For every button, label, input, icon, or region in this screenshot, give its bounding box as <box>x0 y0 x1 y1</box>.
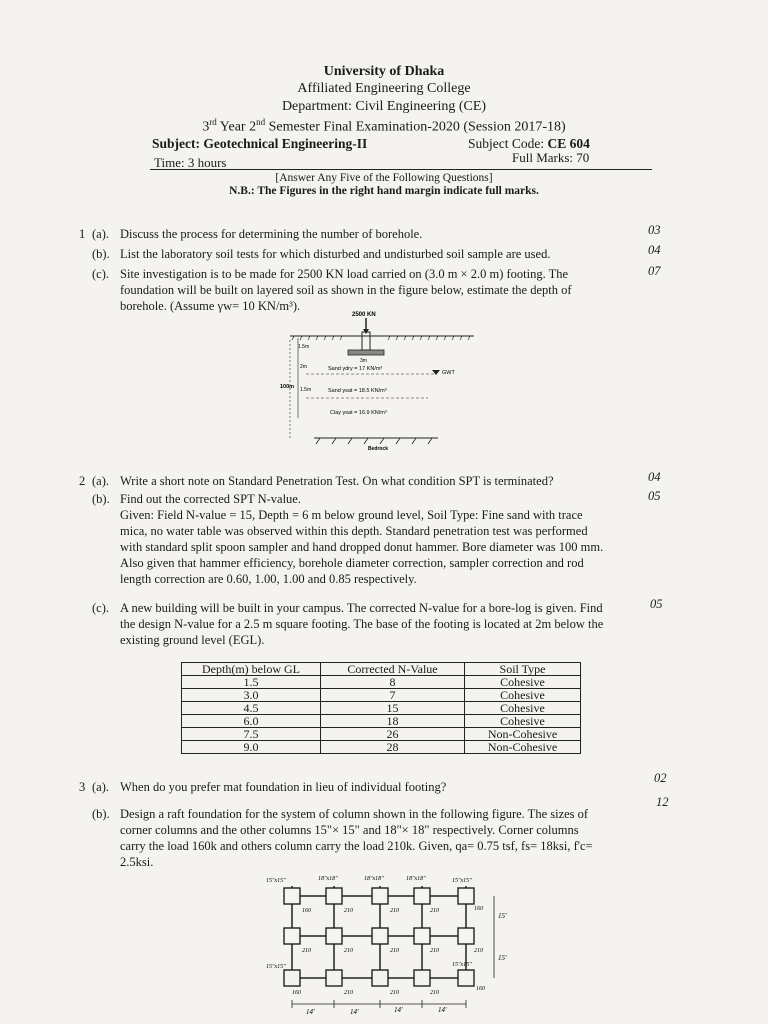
svg-text:210: 210 <box>390 908 399 914</box>
columns <box>284 888 474 986</box>
svg-text:210: 210 <box>390 990 399 996</box>
footing <box>348 350 384 355</box>
svg-text:Bedrock: Bedrock <box>368 446 389 452</box>
q2c-marks: 05 <box>650 597 663 611</box>
svg-text:15"x15": 15"x15" <box>266 964 286 970</box>
layer-sand-dry: Sand γdry = 17 KN/m³ <box>328 366 383 372</box>
svg-text:3m: 3m <box>360 358 367 364</box>
svg-text:210: 210 <box>344 948 353 954</box>
col-n-value: Corrected N-Value <box>321 663 465 676</box>
department: Department: Civil Engineering (CE) <box>281 99 487 114</box>
q2c-text: A new building will be built in your campus. The corrected N-value for a bore-log is given. Find the design N-value for a 2.5 m square footing. The base of the footing is located at 2m below the existing ground level (EGL). <box>120 601 604 647</box>
svg-text:18"x18": 18"x18" <box>318 876 338 882</box>
table-header-row <box>182 663 581 676</box>
exam-title: 3rd Year 2nd Semester Final Examination-2020 (Session 2017-18) <box>202 117 566 135</box>
subject: Subject: Geotechnical Engineering-II <box>152 136 368 151</box>
q3a-marks: 02 <box>654 771 667 785</box>
n-value-table <box>181 662 581 754</box>
svg-text:210: 210 <box>344 990 353 996</box>
svg-text:14': 14' <box>306 1008 315 1016</box>
q2b-text: Find out the corrected SPT N-value. <box>120 492 301 506</box>
svg-text:14': 14' <box>350 1008 359 1016</box>
svg-text:160: 160 <box>292 990 301 996</box>
q2-number: 2 <box>79 474 86 488</box>
q3b-label: (b). <box>92 807 110 821</box>
q1a-text: Discuss the process for determining the number of borehole. <box>120 227 423 241</box>
q1a-marks: 03 <box>648 223 661 237</box>
svg-text:210: 210 <box>474 948 483 954</box>
svg-text:210: 210 <box>430 948 439 954</box>
q1a-label: (a). <box>92 227 109 241</box>
q3a-label: (a). <box>92 780 109 794</box>
svg-text:14': 14' <box>394 1006 403 1014</box>
svg-text:160: 160 <box>476 986 485 992</box>
fig-load-label: 2500 KN <box>352 312 376 318</box>
table-row: 4.5 15 Cohesive <box>182 702 581 715</box>
layer-clay: Clay γsat = 16.9 KN/m³ <box>330 410 387 416</box>
college-name: Affiliated Engineering College <box>297 81 471 96</box>
nb-note: N.B.: The Figures in the right hand margin indicate full marks. <box>229 185 539 197</box>
svg-text:15"x15": 15"x15" <box>266 878 286 884</box>
university-name: University of Dhaka <box>323 64 445 79</box>
svg-text:160: 160 <box>302 908 311 914</box>
col-soil-type: Soil Type <box>465 663 581 676</box>
gwt-label: GWT <box>442 370 455 376</box>
svg-text:15': 15' <box>498 912 507 920</box>
svg-text:100m: 100m <box>280 384 295 390</box>
svg-text:210: 210 <box>390 948 399 954</box>
svg-text:160: 160 <box>474 906 483 912</box>
q1c-label: (c). <box>92 267 109 281</box>
q1b-label: (b). <box>92 247 110 261</box>
q3a-text: When do you prefer mat foundation in lieu of individual footing? <box>120 780 447 794</box>
q3-number: 3 <box>79 780 86 794</box>
instruction: [Answer Any Five of the Following Questions] <box>275 172 493 184</box>
svg-text:18"x18": 18"x18" <box>406 876 426 882</box>
layer-sand-sat: Sand γsat = 18.5 KN/m³ <box>328 388 387 394</box>
soil-profile-figure <box>278 308 478 458</box>
table-row: 9.0 28 Non-Cohesive <box>182 741 581 754</box>
q1b-text: List the laboratory soil tests for which disturbed and undisturbed soil sample are used. <box>120 247 551 261</box>
svg-text:15': 15' <box>498 954 507 962</box>
q2a-label: (a). <box>92 474 109 488</box>
svg-text:2m: 2m <box>300 364 307 370</box>
table-row: 3.0 7 Cohesive <box>182 689 581 702</box>
svg-text:15"x15": 15"x15" <box>452 962 472 968</box>
q1c-text: Site investigation is to be made for 2500 KN load carried on (3.0 m × 2.0 m) footing. The foundation will be built on layered soil as shown in the figure below, estimate the depth of borehole. (Assume γw= 10 KN/m³). <box>120 267 572 313</box>
svg-text:18"x18": 18"x18" <box>364 876 384 882</box>
svg-text:1.5m: 1.5m <box>298 344 310 350</box>
q3b-marks: 12 <box>656 795 669 809</box>
svg-text:210: 210 <box>430 908 439 914</box>
table-row: 7.5 26 Non-Cohesive <box>182 728 581 741</box>
q3b-text: Design a raft foundation for the system of column shown in the following figure. The sizes of corner columns and the other columns 15"× 15" and 18"× 18" respectively. Corner columns carry the load 160k and others column carry the load 210k. Given, qa= 0.75 tsf, fs= 18ksi, f'c= 2.5ksi. <box>120 807 593 869</box>
q2a-text: Write a short note on Standard Penetration Test. On what condition SPT is terminated? <box>120 474 554 488</box>
q2b-given: Given: Field N-value = 15, Depth = 6 m below ground level, Soil Type: Fine sand with trace mica, no water table was observed within this depth. Standard penetration test was performed with standard split spoon sampler and hand dropped donut hammer. Bore diameter was 100 mm. Also given that hammer efficiency, borehole diameter correction, sampler correction and rod length correction are 0.60, 1.00, 1.00 and 0.85 respectively. <box>120 508 604 586</box>
svg-text:210: 210 <box>344 908 353 914</box>
header-rule <box>150 169 652 170</box>
svg-text:1.5m: 1.5m <box>300 387 312 393</box>
table-row: 6.0 18 Cohesive <box>182 715 581 728</box>
svg-text:14': 14' <box>438 1006 447 1014</box>
q2b-marks: 05 <box>648 489 661 503</box>
q1c-marks: 07 <box>648 264 661 278</box>
q2b-label: (b). <box>92 492 110 506</box>
column-stub <box>362 332 370 350</box>
q2c-label: (c). <box>92 601 109 615</box>
exam-time: Time: 3 hours <box>154 155 227 170</box>
svg-text:210: 210 <box>430 990 439 996</box>
table-row: 1.5 8 Cohesive <box>182 676 581 689</box>
col-depth: Depth(m) below GL <box>182 663 321 676</box>
svg-text:210: 210 <box>302 948 311 954</box>
q1-number: 1 <box>79 227 86 241</box>
subject-code: Subject Code: CE 604 <box>468 136 590 151</box>
full-marks: Full Marks: 70 <box>512 150 590 165</box>
svg-text:15"x15": 15"x15" <box>452 878 472 884</box>
raft-column-layout-figure <box>262 866 512 1016</box>
q1b-marks: 04 <box>648 243 661 257</box>
q2a-marks: 04 <box>648 470 661 484</box>
